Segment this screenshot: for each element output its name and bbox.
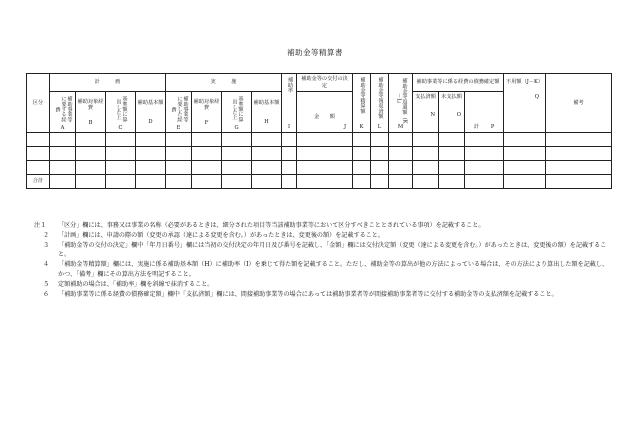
note-item: ６ 「補助事業等に係る経費の債務確定額」欄中「支払済額」欄には、間接補助事業等の場合にあっては補助事業者等が間接補助事業者等に交付する補助金等の支払済額を記載すること。	[42, 290, 558, 298]
plan-col-d: 補助基本額 D	[136, 92, 166, 133]
hojoritsu-header: 補助率 I	[282, 74, 297, 133]
plan-col-c: 基準額に算出した上 C	[106, 92, 136, 133]
plan-col-a: 補助事業等に要する経費 A	[50, 92, 76, 133]
settlement-table	[26, 73, 612, 189]
henkan-header: 補助金等返還額（K－L） M	[389, 74, 413, 133]
kei-header: 計 P	[465, 92, 504, 133]
plan-header: 計 画	[50, 74, 166, 92]
seisangaku-header: 補助金等精算額 K	[353, 74, 371, 133]
impl-col-g: 基準額に算出した上 G	[222, 92, 252, 133]
total-row	[27, 175, 612, 189]
kingaku-header: 金 額 J	[297, 92, 353, 133]
notes-section	[34, 221, 614, 299]
total-label: 合計	[27, 175, 50, 189]
ryoshu-zumigaku-header: 補助金等領収済額 L	[371, 74, 389, 133]
fuyo-header: 不用額（J－K） Q	[504, 74, 546, 133]
note-item: ４ 「補助金等精算額」欄には、実施に係る補助基本額（H）に補助率（I）を乗じて得た額を記載すること。ただし、補助金等の算出が他の方法によっている場合は、その方法により算出した額を記載し、かつ、「備考」欄にその算出方法を明記すること。	[42, 261, 609, 278]
table-row	[27, 133, 612, 147]
kofu-kettei-header: 補助金等の交付の決定	[297, 74, 353, 92]
table-row	[27, 161, 612, 175]
impl-header: 実 施	[166, 74, 282, 92]
mibarai-header: 未支払額 O	[439, 92, 465, 133]
plan-col-b: 補助対象経費 B	[76, 92, 106, 133]
jigyosha-header: 補助事業等に係る経費の債務確定額	[413, 74, 504, 92]
impl-col-e: 補助事業等に要した経費 E	[166, 92, 192, 133]
note-item: ５ 定額補助の場合は、「補助率」欄を斜線で抹消すること。	[42, 280, 214, 288]
note-item: ２ 「計画」欄には、申請の際の額（変更の承認（達による変更を含む。）があったときは、変更後の額）を記載すること。	[42, 231, 384, 239]
note-item: ３ 「補助金等の交付の決定」欄中「年月日番号」欄には当初の交付決定の年月日及び番号を記載し、「金額」欄には交付決定額（変更（達による変更を含む。）があったときは、変更後の額）を記載すること。	[42, 241, 607, 259]
table-row	[27, 147, 612, 161]
shiharai-zumi-header: 支払済額 N	[413, 92, 439, 133]
document-title: 補助金等精算書	[287, 48, 343, 57]
impl-col-h: 補助基本額 H	[252, 92, 282, 133]
kubun-header: 区分	[27, 74, 50, 133]
note-item: 注１ 「区分」欄には、事務又は事業の名称（必要があるときは、細分された項目等当該補助事業等において区分すべきこととされている事項）を記載すること。	[34, 222, 485, 229]
impl-col-f: 補助対象経費 F	[192, 92, 222, 133]
biko-header: 備考	[546, 74, 612, 133]
